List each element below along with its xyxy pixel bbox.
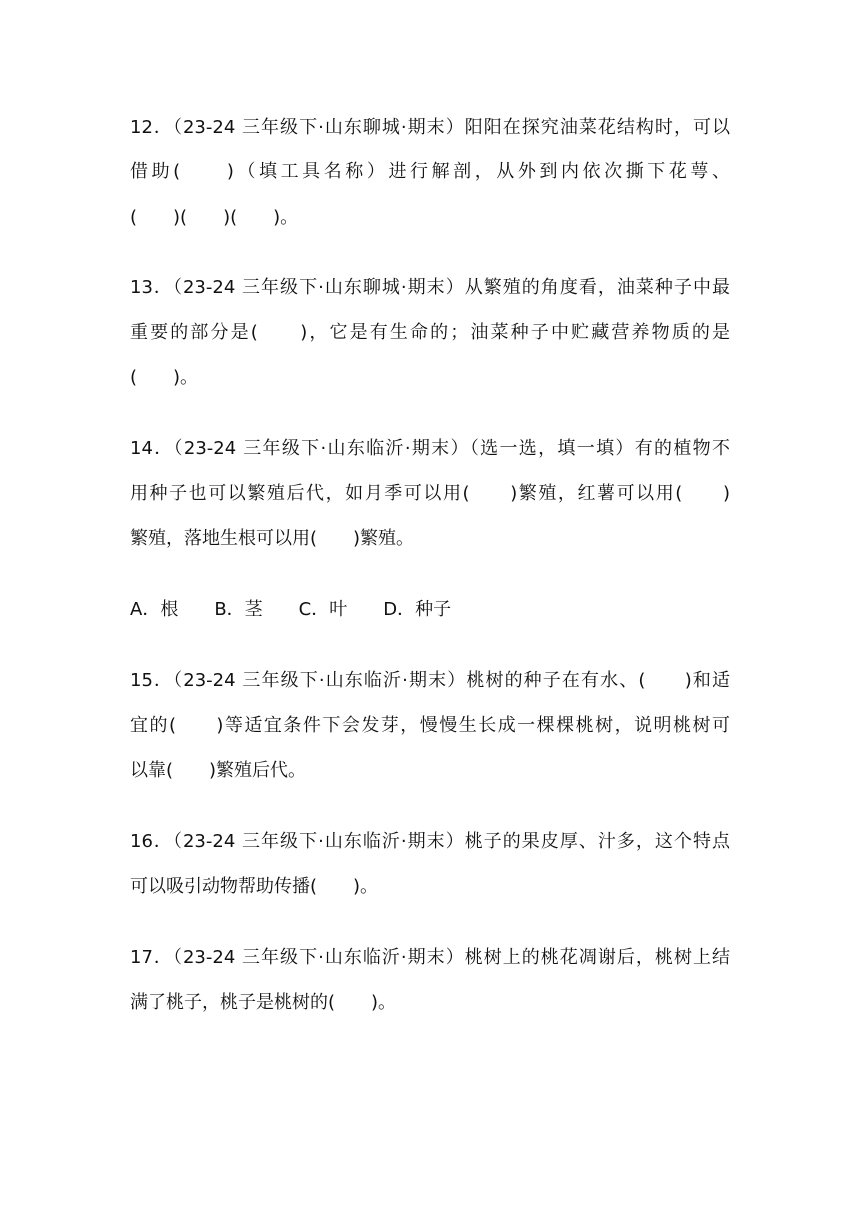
- question-16-line-1: 16．（23-24 三年级下·山东临沂·期末）桃子的果皮厚、汁多，这个特点: [130, 831, 730, 852]
- question-12-line-3: ( )( )( )。: [130, 207, 299, 228]
- question-14-line-3: 繁殖，落地生根可以用( )繁殖。: [130, 528, 415, 549]
- question-15-line-1: 15．（23-24 三年级下·山东临沂·期末）桃树的种子在有水、( )和适: [130, 670, 730, 691]
- question-17-line-2: 满了桃子，桃子是桃树的( )。: [130, 992, 397, 1013]
- question-14-line-1: 14．（23-24 三年级下·山东临沂·期末）（选一选，填一填）有的植物不: [130, 438, 730, 459]
- question-15-line-2: 宜的( )等适宜条件下会发芽，慢慢生长成一棵棵桃树，说明桃树可: [130, 715, 730, 736]
- question-13-line-1: 13．（23-24 三年级下·山东聊城·期末）从繁殖的角度看，油菜种子中最: [130, 277, 730, 298]
- question-12-line-2: 借助( )（填工具名称）进行解剖，从外到内依次撕下花萼、: [130, 161, 730, 182]
- question-13-line-3: ( )。: [130, 367, 199, 388]
- question-17-line-1: 17．（23-24 三年级下·山东临沂·期末）桃树上的桃花凋谢后，桃树上结: [130, 947, 730, 968]
- question-14-options: A．根 B．茎 C．叶 D．种子: [130, 599, 452, 620]
- question-13-line-2: 重要的部分是( )，它是有生命的；油菜种子中贮藏营养物质的是: [130, 322, 730, 343]
- question-15-line-3: 以靠( )繁殖后代。: [130, 760, 307, 781]
- question-14-line-2: 用种子也可以繁殖后代，如月季可以用( )繁殖，红薯可以用( ): [130, 483, 730, 504]
- question-16-line-2: 可以吸引动物帮助传播( )。: [130, 876, 379, 897]
- question-12-line-1: 12．（23-24 三年级下·山东聊城·期末）阳阳在探究油菜花结构时，可以: [130, 117, 730, 138]
